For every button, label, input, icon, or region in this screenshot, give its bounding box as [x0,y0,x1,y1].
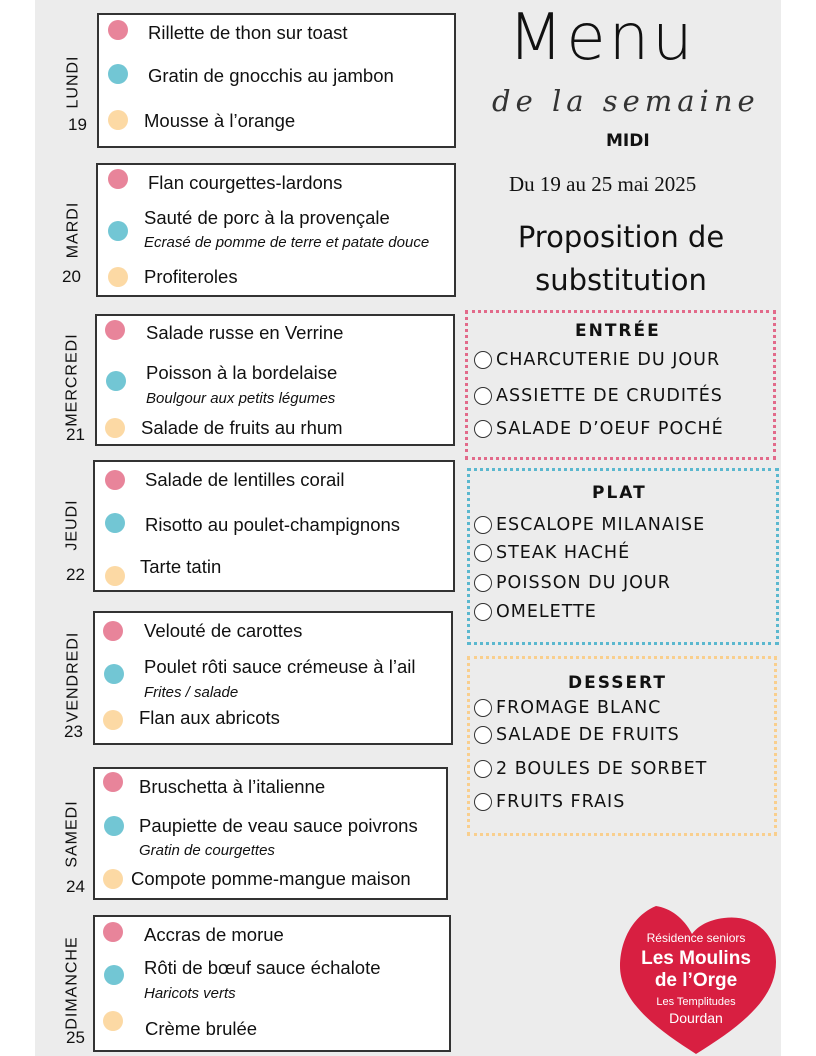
date-range: Du 19 au 25 mai 2025 [509,172,697,196]
entree-dish: Accras de morue [144,924,284,945]
dessert-dot-icon [108,267,128,287]
plat-dish: Risotto au poulet-champignons [145,514,401,535]
substitution-option[interactable] [474,602,597,622]
plat-side: Gratin de courgettes [139,842,275,859]
meal-label: MIDI [606,131,650,151]
entree-dot-icon [103,772,123,792]
dessert-dot-icon [105,566,125,586]
radio-circle-icon[interactable] [474,699,492,717]
plat-dot-icon [108,221,128,241]
logo-line-3: de l’Orge [654,970,738,991]
dessert-dish: Compote pomme-mangue maison [131,868,411,889]
day-number: 22 [66,565,85,584]
entree-dish: Velouté de carottes [144,620,303,641]
substitution-option[interactable] [474,386,723,406]
plat-dot-icon [104,816,124,836]
day-number: 23 [64,722,83,741]
entree-dot-icon [105,320,125,340]
entree-dot-icon [103,621,123,641]
dessert-dot-icon [103,710,123,730]
day-label-mercredi: MERCREDI [64,333,81,427]
plat-dot-icon [105,513,125,533]
dessert-dish: Flan aux abricots [139,707,280,728]
radio-circle-icon[interactable] [474,516,492,534]
substitution-option[interactable] [474,543,630,563]
entree-dot-icon [105,470,125,490]
logo-line-2: Les Moulins [641,948,751,969]
day-label-samedi: SAMEDI [64,799,81,868]
dessert-dot-icon [108,110,128,130]
plat-dot-icon [108,64,128,84]
substitution-option[interactable] [474,419,724,439]
substitution-option[interactable] [474,792,625,812]
residence-logo [612,904,780,1054]
option-label: SALADE DE FRUITS [496,725,680,745]
day-number: 25 [66,1028,85,1047]
option-label: STEAK HACHÉ [496,543,631,563]
dessert-dish: Crème brulée [145,1018,258,1039]
logo-line-1: Résidence seniors [646,931,746,945]
dessert-dish: Salade de fruits au rhum [141,417,343,438]
option-label: CHARCUTERIE DU JOUR [496,350,721,370]
day-label-vendredi: VENDREDI [64,631,81,723]
entree-dish: Bruschetta à l’italienne [139,776,326,797]
radio-circle-icon[interactable] [474,793,492,811]
option-label: FROMAGE BLANC [496,698,662,718]
radio-circle-icon[interactable] [474,603,492,621]
radio-circle-icon[interactable] [474,574,492,592]
plat-dish: Poulet rôti sauce crémeuse à l’ail [144,656,416,677]
entree-dot-icon [108,20,128,40]
plat-dot-icon [104,664,124,684]
day-number: 21 [66,425,85,444]
substitution-option[interactable] [474,515,705,535]
entree-dish: Salade russe en Verrine [146,322,344,343]
day-label-mardi: MARDI [64,201,81,259]
radio-circle-icon[interactable] [474,351,492,369]
plat-dot-icon [104,965,124,985]
radio-circle-icon[interactable] [474,760,492,778]
day-label-lundi: LUNDI [64,54,82,109]
substitution-option[interactable] [474,573,671,593]
day-number: 20 [62,267,81,286]
dessert-dish: Tarte tatin [140,556,222,577]
substitution-option[interactable] [474,759,707,779]
dessert-dish: Profiteroles [144,266,238,287]
option-label: ESCALOPE MILANAISE [496,515,706,535]
plat-dish: Paupiette de veau sauce poivrons [139,815,418,836]
radio-circle-icon[interactable] [474,420,492,438]
menu-subtitle: de la semaine [492,84,760,118]
option-label: SALADE D’OEUF POCHÉ [496,419,724,439]
menu-title: Menu [508,1,696,75]
plat-side: Boulgour aux petits légumes [146,390,336,407]
plat-dot-icon [106,371,126,391]
day-label-jeudi: JEUDI [64,499,82,551]
radio-circle-icon[interactable] [474,387,492,405]
dessert-dot-icon [103,1011,123,1031]
day-label-dimanche: DIMANCHE [64,935,81,1030]
substitution-option[interactable] [474,698,661,718]
plat-dish: Rôti de bœuf sauce échalote [144,957,381,978]
option-label: 2 BOULES DE SORBET [496,759,708,779]
entree-dish: Salade de lentilles corail [145,469,345,490]
plat-side: Frites / salade [144,684,239,701]
option-label: POISSON DU JOUR [496,573,671,593]
radio-circle-icon[interactable] [474,726,492,744]
option-label: FRUITS FRAIS [496,792,626,812]
substitution-dessert-title: DESSERT [568,673,667,693]
plat-side: Ecrasé de pomme de terre et patate douce [144,234,430,251]
substitution-option[interactable] [474,725,680,745]
substitution-title: Proposition de substitution [517,220,725,297]
entree-dot-icon [108,169,128,189]
plat-dish: Poisson à la bordelaise [146,362,338,383]
entree-dish: Rillette de thon sur toast [148,22,348,43]
substitution-plat-title: PLAT [592,483,647,503]
logo-line-4: Les Templitudes [656,996,736,1008]
substitution-option[interactable] [474,350,720,370]
day-number: 24 [66,877,85,896]
day-number: 19 [68,115,87,134]
option-label: OMELETTE [496,602,597,622]
plat-dish: Gratin de gnocchis au jambon [148,65,394,86]
logo-line-5: Dourdan [669,1010,723,1026]
substitution-entree-title: ENTRÉE [575,321,661,341]
radio-circle-icon[interactable] [474,544,492,562]
dessert-dot-icon [105,418,125,438]
option-label: ASSIETTE DE CRUDITÉS [496,386,723,406]
entree-dot-icon [103,922,123,942]
plat-side: Haricots verts [144,985,236,1002]
dessert-dish: Mousse à l’orange [144,110,296,131]
dessert-dot-icon [103,869,123,889]
entree-dish: Flan courgettes-lardons [148,172,343,193]
plat-dish: Sauté de porc à la provençale [144,207,390,228]
